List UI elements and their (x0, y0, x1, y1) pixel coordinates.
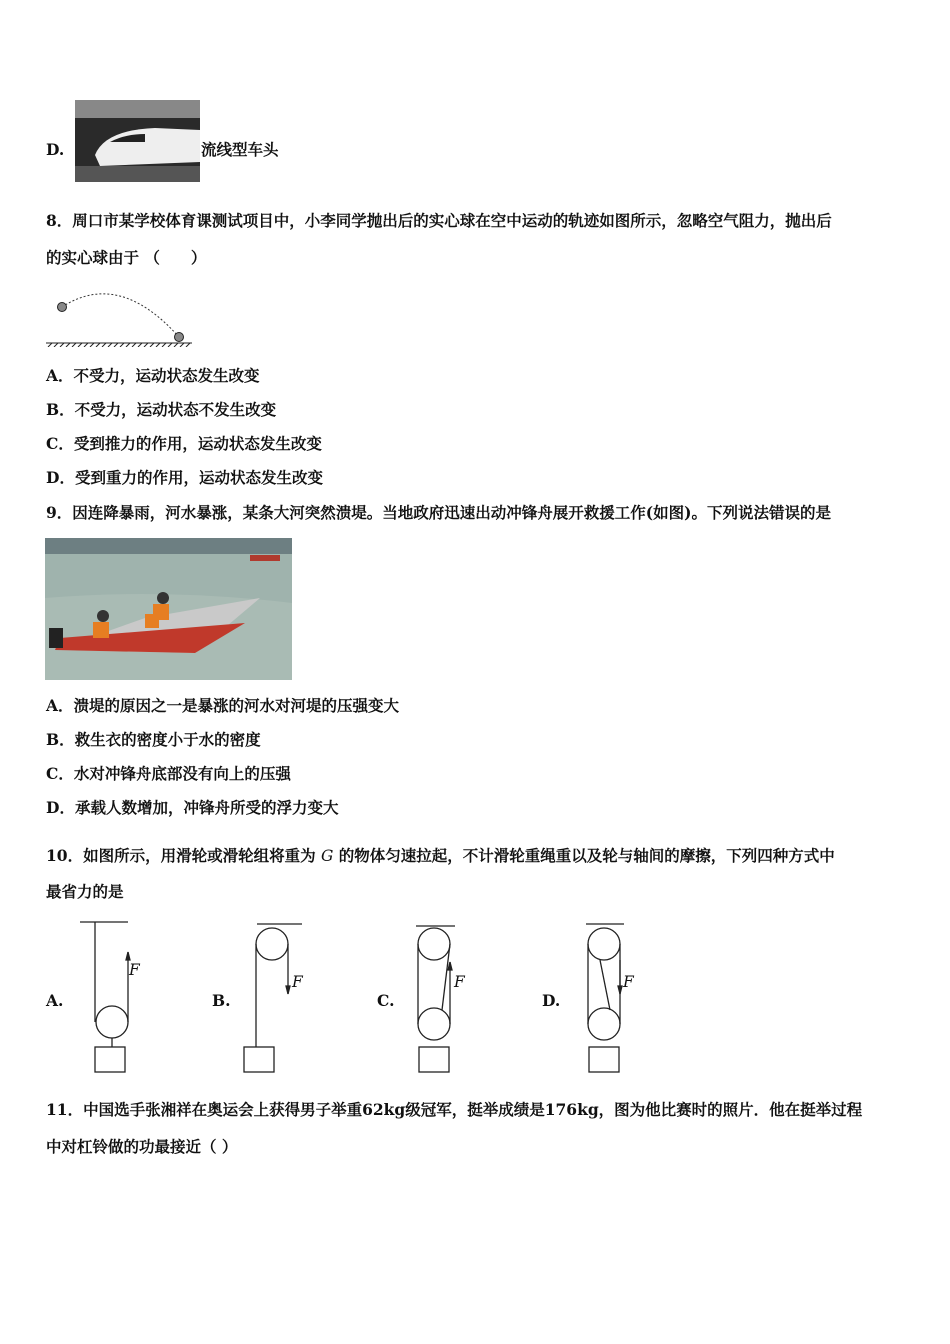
q10-stem-line1 (46, 846, 835, 866)
pulley-figures (40, 912, 660, 1077)
q8-stem-line2: 的实心球由于 （ ） (46, 248, 207, 267)
q11-stem-line2: 中对杠铃做的功最接近（ ） (46, 1137, 238, 1156)
q8-option-b: B．不受力，运动状态不发生改变 (46, 400, 277, 419)
q7-option-d-text: 流线型车头 (201, 140, 279, 159)
q11-stem-line1: 11．中国选手张湘祥在奥运会上获得男子举重62kg级冠军，挺举成绩是176kg，图为他比赛时的照片．他在挺举过程 (46, 1100, 863, 1119)
q8-option-a: A．不受力，运动状态发生改变 (46, 366, 260, 385)
q9-option-b: B．救生衣的密度小于水的密度 (46, 730, 261, 749)
pulley-label-c: C. (377, 991, 395, 1010)
bullet-train-image (75, 100, 200, 182)
q10-stem-part1: 10．如图所示，用滑轮或滑轮组将重为 (46, 846, 316, 865)
q10-stem-line2: 最省力的是 (46, 882, 124, 901)
q10-weight-symbol: G (320, 847, 334, 865)
q7-option-d-label: D. (46, 140, 65, 159)
q8-option-d: D．受到重力的作用，运动状态发生改变 (46, 468, 323, 487)
pulley-label-d: D. (542, 991, 561, 1010)
pulley-label-a: A. (46, 991, 64, 1010)
q8-option-c: C．受到推力的作用，运动状态发生改变 (46, 434, 322, 453)
force-label-a: F (129, 961, 140, 979)
force-label-d: F (623, 973, 634, 991)
pulley-label-b: B. (212, 991, 231, 1010)
q8-stem-line1: 8．周口市某学校体育课测试项目中，小李同学抛出后的实心球在空中运动的轨迹如图所示，忽略空气阻力，抛出后 (46, 211, 832, 230)
force-label-c: F (454, 973, 465, 991)
ball-trajectory-figure (44, 285, 194, 347)
q9-option-d: D．承载人数增加，冲锋舟所受的浮力变大 (46, 798, 339, 817)
q9-option-c: C．水对冲锋舟底部没有向上的压强 (46, 764, 291, 783)
q10-stem-part2: 的物体匀速拉起，不计滑轮重绳重以及轮与轴间的摩擦，下列四种方式中 (338, 846, 835, 865)
rescue-boat-photo (45, 538, 292, 680)
force-label-b: F (292, 973, 303, 991)
q9-option-a: A．溃堤的原因之一是暴涨的河水对河堤的压强变大 (46, 696, 400, 715)
q9-stem: 9．因连降暴雨，河水暴涨，某条大河突然溃堤。当地政府迅速出动冲锋舟展开救援工作(如图)。下列说法错误的是 (46, 503, 831, 522)
